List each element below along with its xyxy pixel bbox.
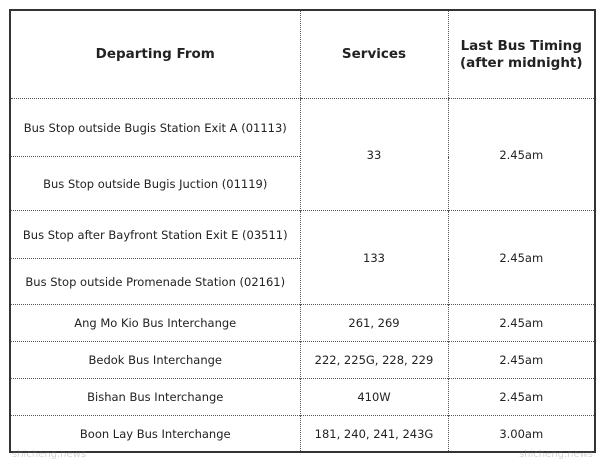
services-cell: 181, 240, 241, 243G <box>300 416 448 452</box>
stop-cell: Bus Stop outside Bugis Station Exit A (01113) <box>23 120 287 135</box>
watermark-left: shicheng.news <box>12 449 87 460</box>
bus-timing-table <box>11 11 594 451</box>
timing-cell: 3.00am <box>448 416 594 452</box>
table-row <box>11 342 594 379</box>
header-last-bus-line1: Last Bus Timing <box>460 37 582 54</box>
services-cell: 222, 225G, 228, 229 <box>300 342 448 379</box>
table-row <box>11 305 594 342</box>
services-cell: 133 <box>300 211 448 305</box>
header-departing-from: Departing From <box>11 11 300 99</box>
from-cell: Ang Mo Kio Bus Interchange <box>11 305 300 342</box>
stop-cell: Bus Stop outside Bugis Juction (01119) <box>11 157 300 211</box>
timing-cell: 2.45am <box>448 211 594 305</box>
services-cell: 33 <box>300 99 448 211</box>
header-last-bus-line2: (after midnight) <box>459 54 583 71</box>
table-row <box>11 211 594 259</box>
timing-cell: 2.45am <box>448 342 594 379</box>
from-cell: Boon Lay Bus Interchange <box>11 416 300 452</box>
timing-cell: 2.45am <box>448 99 594 211</box>
table-row <box>11 99 594 157</box>
table-row <box>11 379 594 416</box>
watermark-right: shicheng.news <box>518 449 593 460</box>
table-row <box>11 416 594 452</box>
header-services: Services <box>300 11 448 99</box>
bus-timing-table-frame <box>9 9 596 453</box>
services-cell: 261, 269 <box>300 305 448 342</box>
from-cell: Bedok Bus Interchange <box>11 342 300 379</box>
timing-cell: 2.45am <box>448 305 594 342</box>
stop-cell: Bus Stop after Bayfront Station Exit E (03511) <box>11 211 300 259</box>
timing-cell: 2.45am <box>448 379 594 416</box>
stop-cell: Bus Stop outside Promenade Station (02161) <box>11 259 300 305</box>
from-cell: Bishan Bus Interchange <box>11 379 300 416</box>
table-header-row <box>11 11 594 99</box>
services-cell: 410W <box>300 379 448 416</box>
header-last-bus-timing <box>448 11 594 99</box>
